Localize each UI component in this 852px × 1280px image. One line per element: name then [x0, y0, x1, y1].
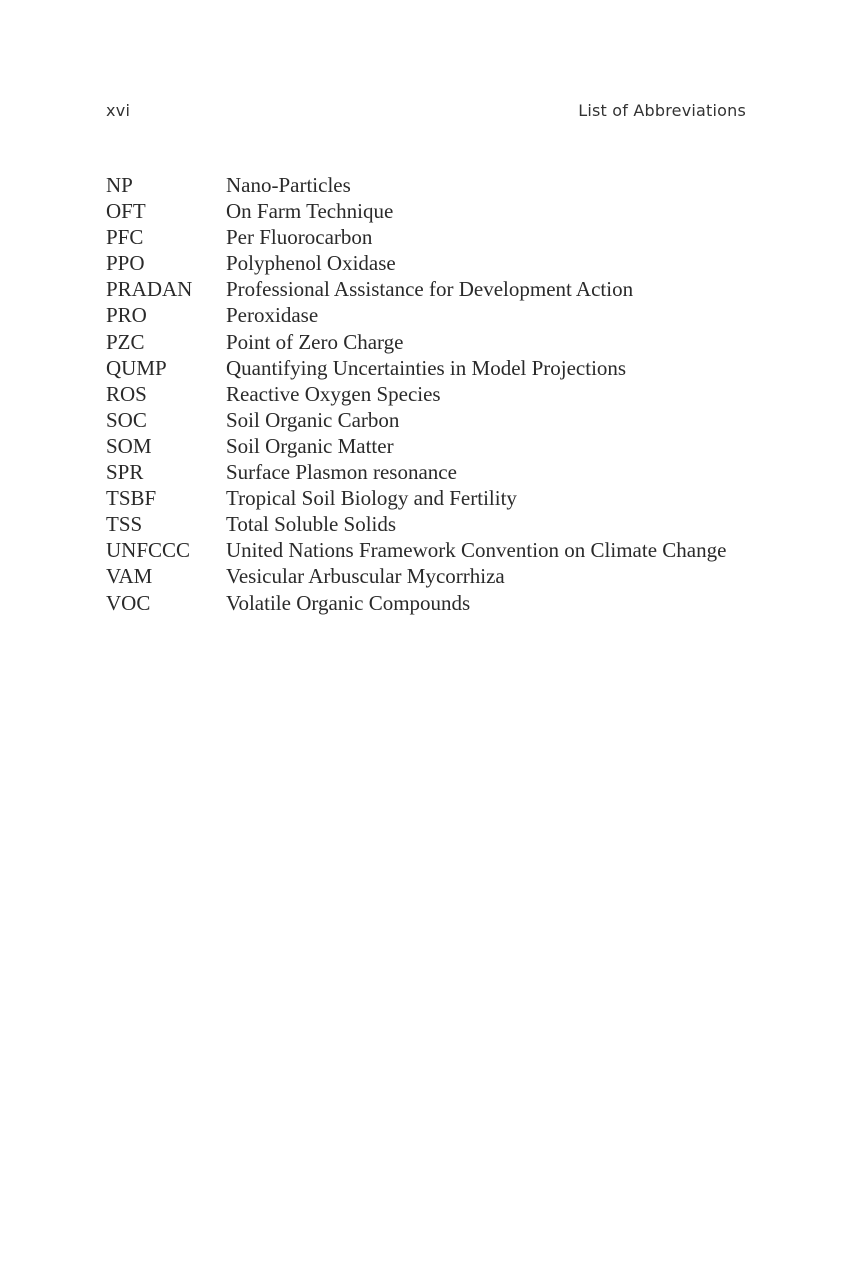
- abbreviation-row: [106, 590, 766, 616]
- abbreviation-row: [106, 302, 766, 328]
- abbreviation-row: [106, 355, 766, 381]
- abbreviation-row: [106, 329, 766, 355]
- abbreviation-term: PRO: [106, 303, 147, 328]
- abbreviation-definition: Per Fluorocarbon: [226, 225, 373, 250]
- abbreviation-term: PZC: [106, 329, 145, 354]
- abbreviation-term: VOC: [106, 590, 151, 615]
- abbreviation-row: [106, 381, 766, 407]
- abbreviation-definition: Total Soluble Solids: [226, 512, 397, 537]
- abbreviation-term: SOC: [106, 407, 147, 432]
- abbreviation-definition: Vesicular Arbuscular Mycorrhiza: [226, 564, 505, 589]
- abbreviation-row: [106, 172, 766, 198]
- abbreviation-row: [106, 276, 766, 302]
- abbreviation-term: OFT: [106, 199, 146, 224]
- abbreviation-row: [106, 250, 766, 276]
- abbreviation-definition: United Nations Framework Convention on Climate Change: [226, 538, 727, 563]
- abbreviation-definition: Soil Organic Matter: [226, 433, 394, 458]
- abbreviation-term: NP: [106, 173, 133, 197]
- abbreviation-row: [106, 433, 766, 459]
- abbreviation-definition: Quantifying Uncertainties in Model Projections: [226, 355, 627, 380]
- abbreviation-term: PFC: [106, 225, 144, 250]
- abbreviation-row: [106, 407, 766, 433]
- page-number: xvi: [106, 101, 131, 120]
- abbreviation-row: [106, 198, 766, 224]
- abbreviation-definition: Point of Zero Charge: [226, 329, 404, 354]
- abbreviation-list: [106, 172, 766, 616]
- abbreviation-term: SOM: [106, 433, 152, 458]
- abbreviation-row: [106, 563, 766, 589]
- abbreviation-definition: Tropical Soil Biology and Fertility: [226, 486, 517, 511]
- abbreviation-row: [106, 224, 766, 250]
- abbreviation-row: [106, 485, 766, 511]
- abbreviation-definition: Polyphenol Oxidase: [226, 251, 396, 276]
- abbreviation-term: VAM: [106, 564, 153, 589]
- abbreviation-term: UNFCCC: [106, 538, 191, 563]
- running-title: List of Abbreviations: [578, 101, 746, 120]
- abbreviation-definition: Professional Assistance for Development Action: [226, 277, 634, 302]
- abbreviation-definition: On Farm Technique: [226, 199, 394, 224]
- abbreviation-definition: Volatile Organic Compounds: [226, 590, 471, 615]
- abbreviation-term: QUMP: [106, 355, 167, 380]
- abbreviation-term: PPO: [106, 251, 145, 276]
- abbreviation-row: [106, 511, 766, 537]
- running-head: [106, 101, 746, 125]
- abbreviation-term: ROS: [106, 381, 147, 406]
- abbreviation-definition: Soil Organic Carbon: [226, 407, 400, 432]
- abbreviation-definition: Reactive Oxygen Species: [226, 381, 441, 406]
- abbreviation-term: PRADAN: [106, 277, 193, 302]
- abbreviation-definition: Surface Plasmon resonance: [226, 460, 457, 485]
- abbreviation-definition: Nano-Particles: [226, 173, 351, 197]
- abbreviation-definition: Peroxidase: [226, 303, 319, 328]
- abbreviation-row: [106, 537, 766, 563]
- abbreviation-row: [106, 459, 766, 485]
- abbreviation-term: TSBF: [106, 486, 157, 511]
- abbreviation-term: SPR: [106, 460, 144, 485]
- abbreviation-term: TSS: [106, 512, 143, 537]
